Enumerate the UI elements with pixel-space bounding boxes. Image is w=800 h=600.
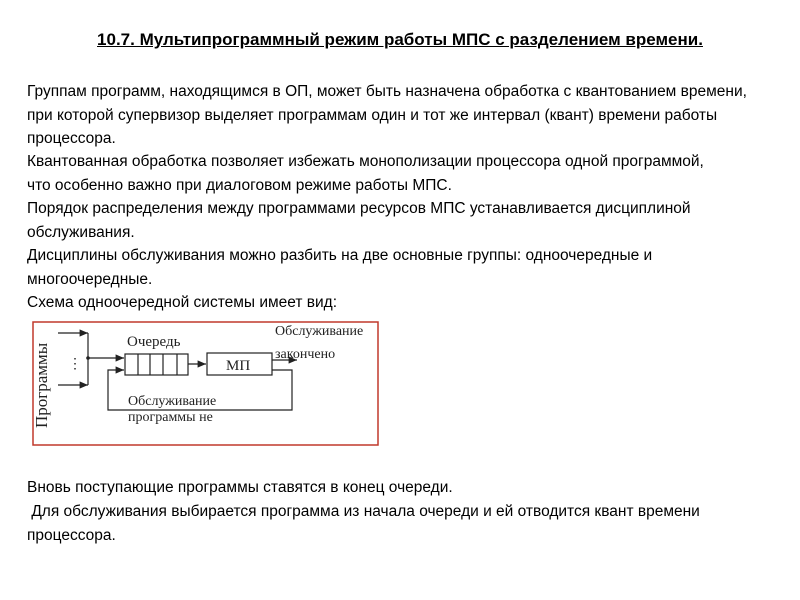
done-label: Обслуживание (275, 324, 364, 339)
queue-box (125, 354, 188, 375)
notdone-label-2: программы не (128, 410, 213, 425)
paragraph: Группам программ, находящимся в ОП, может быть назначена обработка с квантованием времени, при которой супервизор выделяет программам один и тот же интервал (квант) времени работы процессора. (27, 83, 747, 147)
dots: ⋮ (68, 357, 82, 372)
diagram-border (33, 322, 378, 445)
paragraph: Порядок распределения между программами ресурсов МПС устанавливается дисциплиной обслуживания. (27, 200, 691, 241)
paragraph: Вновь поступающие программы ставятся в конец очереди. (27, 479, 453, 496)
done-label-2: закончено (275, 347, 336, 362)
paragraph: Схема одноочередной системы имеет вид: (27, 294, 338, 311)
paragraph: Квантованная обработка позволяет избежать монополизации процессора одной программой, что особенно важно при диалоговом режиме работы МПС. (27, 153, 704, 194)
programs-label: Программы (32, 342, 51, 428)
notdone-label: Обслуживание (128, 394, 217, 409)
queue-label: Очередь (127, 334, 181, 350)
processor-label: МП (226, 358, 251, 374)
paragraph: Для обслуживания выбирается программа из начала очереди и ей отводится квант времени процессора. (27, 503, 705, 544)
page-title: 10.7. Мультипрограммный режим работы МПС с разделением времени. (97, 30, 703, 49)
paragraph: Дисциплины обслуживания можно разбить на две основные группы: одноочередные и многоочередные. (27, 247, 653, 288)
